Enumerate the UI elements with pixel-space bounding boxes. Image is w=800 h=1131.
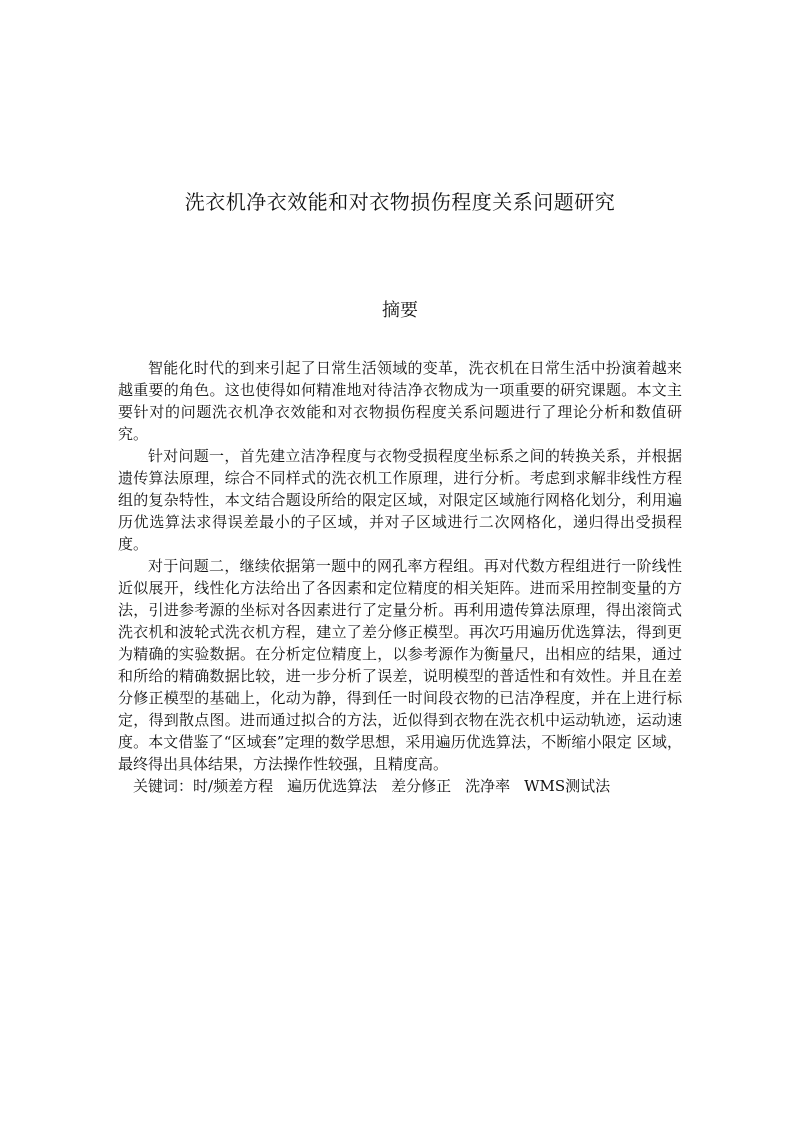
keyword-item: 时/频差方程 <box>193 777 274 795</box>
keyword-item: 差分修正 <box>391 777 452 795</box>
keyword-item: 遍历优选算法 <box>287 777 378 795</box>
keyword-item: 洗净率 <box>465 777 511 795</box>
abstract-paragraph-3: 对于问题二，继续依据第一题中的网孔率方程组。再对代数方程组进行一阶线性近似展开，线性化方法给出了各因素和定位精度的相关矩阵。进而采用控制变量的方法，引进参考源的坐标对各因素进行了定量分析。再利用遗传算法原理，得出滚筒式洗衣机和波轮式洗衣机方程，建立了差分修正模型。再次巧用遍历优选算法，得到更为精确的实验数据。在分析定位精度上，以参考源作为衡量尺，出相应的结果，通过和所给的精确数据比较，进一步分析了误差，说明模型的普适性和有效性。并且在差分修正模型的基础上，化动为静，得到任一时间段衣物的已洁净程度，并在上进行标定，得到散点图。进而通过拟合的方法，近似得到衣物在洗衣机中运动轨迹，运动速度。本文借鉴了“区域套”定理的数学思想，采用遍历优选算法，不断缩小限定 区域，最终得出具体结果，方法操作性较强，且精度高。 <box>118 557 682 773</box>
keyword-item: WMS测试法 <box>524 777 611 795</box>
keywords-line <box>118 775 682 797</box>
abstract-paragraph-1: 智能化时代的到来引起了日常生活领域的变革，洗衣机在日常生活中扮演着越来越重要的角色。这也使得如何精准地对待洁净衣物成为一项重要的研究课题。本文主要针对的问题洗衣机净衣效能和对衣物损伤程度关系问题进行了理论分析和数值研究。 <box>118 359 682 443</box>
abstract-body <box>118 357 682 797</box>
abstract-paragraph-2: 针对问题一，首先建立洁净程度与衣物受损程度坐标系之间的转换关系，并根据遗传算法原理，综合不同样式的洗衣机工作原理，进行分析。考虑到求解非线性方程组的复杂特性，本文结合题设所给的限定区域，对限定区域施行网格化划分，利用遍历优选算法求得误差最小的子区域，并对子区域进行二次网格化，递归得出受损程度。 <box>118 447 682 553</box>
paper-title: 洗衣机净衣效能和对衣物损伤程度关系问题研究 <box>184 190 616 214</box>
keywords-label: 关键词： <box>133 777 194 795</box>
abstract-heading: 摘要 <box>382 300 418 321</box>
